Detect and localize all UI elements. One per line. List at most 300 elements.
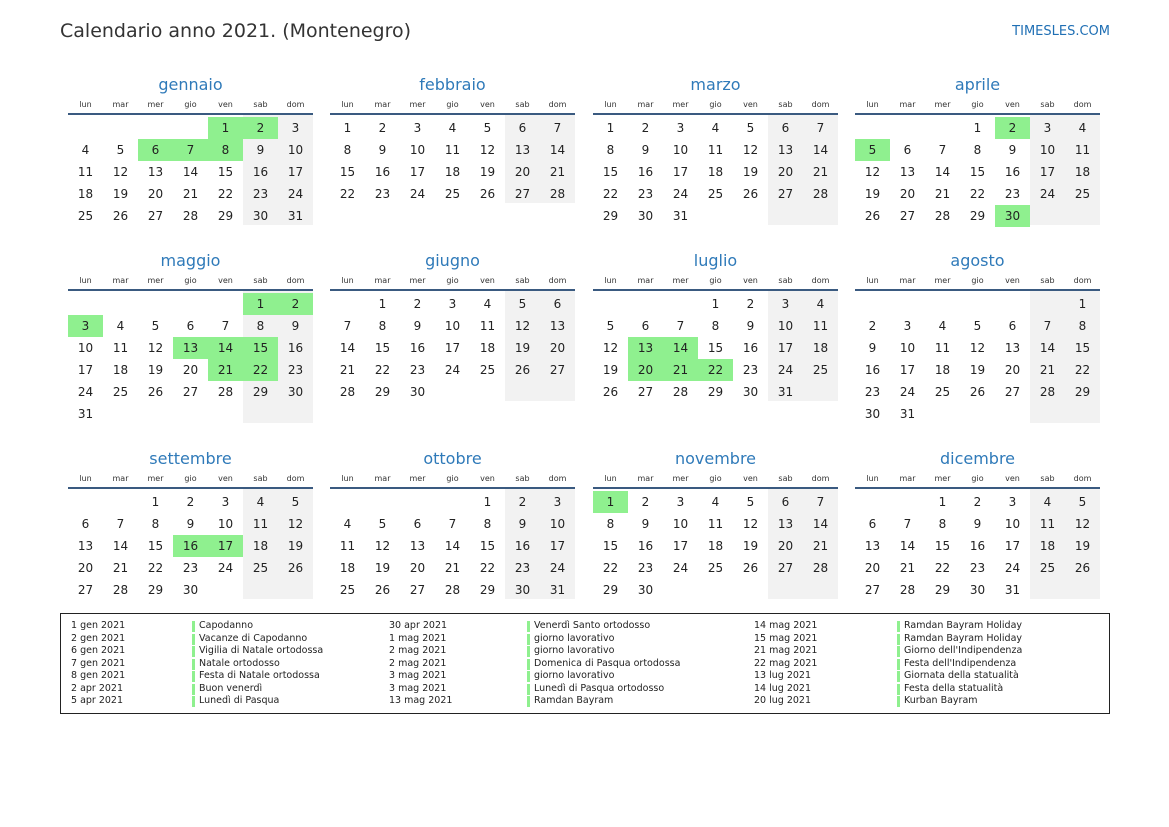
day-cell: 10 xyxy=(1004,517,1021,531)
holiday-name: giorno lavorativo xyxy=(534,645,615,656)
legend-entry xyxy=(389,645,719,658)
holiday-marker xyxy=(527,671,530,682)
day-cell: 23 xyxy=(514,561,531,575)
holiday-marker xyxy=(192,646,195,657)
weekday-label: gio xyxy=(709,474,722,483)
month-febbraio xyxy=(330,74,575,258)
weekday-label: dom xyxy=(286,474,305,483)
weekday-label: mar xyxy=(899,100,916,109)
weekday-label: mar xyxy=(637,100,654,109)
day-cell: 26 xyxy=(742,561,759,575)
day-cell: 14 xyxy=(1039,341,1056,355)
day-cell: 5 xyxy=(483,121,492,135)
day-cell: 28 xyxy=(899,583,916,597)
weekday-label: mer xyxy=(409,474,426,483)
weekday-label: ven xyxy=(218,100,233,109)
legend-entry xyxy=(389,683,719,696)
weekday-label: sab xyxy=(778,474,793,483)
day-cell: 14 xyxy=(812,517,829,531)
day-cell: 15 xyxy=(479,539,496,553)
day-cell: 11 xyxy=(812,319,829,333)
weekday-label: gio xyxy=(184,474,197,483)
holiday-day-cell: 13 xyxy=(173,337,208,359)
day-cell: 25 xyxy=(479,363,496,377)
holiday-name: Festa dell'Indipendenza xyxy=(904,657,1017,669)
day-cell: 18 xyxy=(252,539,269,553)
day-cell: 23 xyxy=(637,187,654,201)
month-giugno xyxy=(330,250,575,434)
weekday-label: gio xyxy=(971,474,984,483)
weekday-label: mer xyxy=(147,276,164,285)
month-dicembre xyxy=(855,448,1100,632)
day-cell: 8 xyxy=(711,319,720,333)
weekday-label: lun xyxy=(866,100,879,109)
weekday-label: mar xyxy=(112,276,129,285)
holiday-day-cell: 16 xyxy=(173,535,208,557)
holiday-date: 13 lug 2021 xyxy=(754,670,811,681)
weekday-label: lun xyxy=(604,276,617,285)
day-cell: 19 xyxy=(479,165,496,179)
day-cell: 26 xyxy=(147,385,164,399)
day-cell: 13 xyxy=(1004,341,1021,355)
day-cell: 25 xyxy=(1074,187,1091,201)
day-cell: 11 xyxy=(479,319,496,333)
weekday-label: dom xyxy=(1073,100,1092,109)
day-cell: 12 xyxy=(147,341,164,355)
day-cell: 24 xyxy=(1039,187,1056,201)
day-cell: 30 xyxy=(969,583,986,597)
day-cell: 29 xyxy=(707,385,724,399)
legend-entry xyxy=(754,620,1084,633)
day-cell: 27 xyxy=(777,561,794,575)
day-cell: 5 xyxy=(378,517,387,531)
day-cell: 20 xyxy=(1004,363,1021,377)
day-cell: 7 xyxy=(221,319,230,333)
day-cell: 16 xyxy=(374,165,391,179)
day-cell: 22 xyxy=(602,187,619,201)
holiday-name: Ramdan Bayram xyxy=(534,695,614,706)
day-cell: 7 xyxy=(116,517,125,531)
weekday-label: ven xyxy=(480,474,495,483)
day-cell: 21 xyxy=(899,561,916,575)
day-cell: 14 xyxy=(112,539,129,553)
month-name: giugno xyxy=(425,251,480,270)
day-cell: 23 xyxy=(637,561,654,575)
day-cell: 9 xyxy=(1008,143,1017,157)
day-cell: 10 xyxy=(672,517,689,531)
day-cell: 2 xyxy=(641,495,650,509)
day-cell: 24 xyxy=(672,561,689,575)
day-cell: 13 xyxy=(77,539,94,553)
day-cell: 26 xyxy=(742,187,759,201)
day-cell: 12 xyxy=(374,539,391,553)
weekday-label: mar xyxy=(112,100,129,109)
day-cell: 25 xyxy=(707,187,724,201)
holiday-marker xyxy=(897,659,900,670)
day-cell: 13 xyxy=(864,539,881,553)
day-cell: 14 xyxy=(339,341,356,355)
day-cell: 19 xyxy=(287,539,304,553)
day-cell: 15 xyxy=(1074,341,1091,355)
holiday-date: 2 gen 2021 xyxy=(71,632,126,644)
holiday-date: 5 apr 2021 xyxy=(71,695,124,706)
day-cell: 12 xyxy=(969,341,986,355)
weekday-label: dom xyxy=(548,276,567,285)
day-cell: 14 xyxy=(812,143,829,157)
day-cell: 22 xyxy=(934,561,951,575)
day-cell: 2 xyxy=(746,297,755,311)
day-cell: 18 xyxy=(812,341,829,355)
day-cell: 11 xyxy=(252,517,269,531)
day-cell: 12 xyxy=(1074,517,1091,531)
day-cell: 20 xyxy=(899,187,916,201)
day-cell: 6 xyxy=(186,319,195,333)
day-cell: 8 xyxy=(606,517,615,531)
day-cell: 12 xyxy=(514,319,531,333)
weekday-label: lun xyxy=(604,100,617,109)
weekday-label: lun xyxy=(341,474,354,483)
holiday-marker xyxy=(527,696,530,707)
day-cell: 20 xyxy=(514,165,531,179)
day-cell: 26 xyxy=(112,209,129,223)
day-cell: 29 xyxy=(602,583,619,597)
day-cell: 18 xyxy=(112,363,129,377)
day-cell: 11 xyxy=(934,341,951,355)
day-cell: 27 xyxy=(147,209,164,223)
weekday-label: mar xyxy=(374,474,391,483)
day-cell: 29 xyxy=(969,209,986,223)
day-cell: 14 xyxy=(182,165,199,179)
day-cell: 11 xyxy=(707,517,724,531)
day-cell: 14 xyxy=(934,165,951,179)
weekday-label: ven xyxy=(743,474,758,483)
month-marzo xyxy=(593,74,838,258)
day-cell: 26 xyxy=(514,363,531,377)
holiday-day-cell: 21 xyxy=(663,359,698,381)
day-cell: 28 xyxy=(549,187,566,201)
day-cell: 2 xyxy=(518,495,527,509)
holiday-date: 13 mag 2021 xyxy=(389,695,453,706)
month-maggio xyxy=(68,250,313,434)
weekday-label: gio xyxy=(971,100,984,109)
weekday-label: dom xyxy=(286,276,305,285)
day-cell: 27 xyxy=(864,583,881,597)
day-cell: 21 xyxy=(812,539,829,553)
day-cell: 25 xyxy=(934,385,951,399)
day-cell: 30 xyxy=(514,583,531,597)
weekday-label: mer xyxy=(147,474,164,483)
day-cell: 17 xyxy=(672,539,689,553)
day-cell: 19 xyxy=(864,187,881,201)
day-cell: 21 xyxy=(934,187,951,201)
day-cell: 25 xyxy=(339,583,356,597)
day-cell: 1 xyxy=(378,297,387,311)
day-cell: 17 xyxy=(777,341,794,355)
day-cell: 10 xyxy=(217,517,234,531)
day-cell: 13 xyxy=(514,143,531,157)
weekday-label: sab xyxy=(253,100,268,109)
holiday-date: 8 gen 2021 xyxy=(71,670,126,681)
month-name: luglio xyxy=(693,251,738,270)
holiday-date: 7 gen 2021 xyxy=(71,657,126,669)
day-cell: 11 xyxy=(1074,143,1091,157)
legend-entry xyxy=(71,670,401,683)
weekday-label: mar xyxy=(374,100,391,109)
day-cell: 27 xyxy=(514,187,531,201)
day-cell: 20 xyxy=(864,561,881,575)
weekday-label: mar xyxy=(899,474,916,483)
day-cell: 17 xyxy=(549,539,566,553)
weekday-label: mer xyxy=(934,474,951,483)
day-cell: 11 xyxy=(77,165,94,179)
day-cell: 25 xyxy=(252,561,269,575)
day-cell: 24 xyxy=(549,561,566,575)
month-name: marzo xyxy=(690,75,741,94)
holiday-name: giorno lavorativo xyxy=(534,670,615,681)
day-cell: 1 xyxy=(606,121,615,135)
holiday-day-cell: 7 xyxy=(173,139,208,161)
legend-entry xyxy=(389,695,719,708)
day-cell: 30 xyxy=(409,385,426,399)
day-cell: 22 xyxy=(147,561,164,575)
weekday-label: mar xyxy=(899,276,916,285)
day-cell: 1 xyxy=(711,297,720,311)
day-cell: 5 xyxy=(151,319,160,333)
day-cell: 5 xyxy=(606,319,615,333)
holiday-name: Festa di Natale ortodossa xyxy=(199,670,320,681)
day-cell: 10 xyxy=(899,341,916,355)
day-cell: 29 xyxy=(252,385,269,399)
month-name: aprile xyxy=(954,75,1001,94)
weekday-label: lun xyxy=(79,276,92,285)
holiday-marker xyxy=(527,634,530,645)
day-cell: 7 xyxy=(903,517,912,531)
day-cell: 1 xyxy=(151,495,160,509)
day-cell: 8 xyxy=(1078,319,1087,333)
day-cell: 13 xyxy=(777,517,794,531)
day-cell: 20 xyxy=(77,561,94,575)
weekday-label: ven xyxy=(218,474,233,483)
day-cell: 31 xyxy=(1004,583,1021,597)
weekday-label: mar xyxy=(374,276,391,285)
day-cell: 25 xyxy=(77,209,94,223)
holiday-day-cell: 22 xyxy=(243,359,278,381)
month-agosto xyxy=(855,250,1100,434)
day-cell: 23 xyxy=(252,187,269,201)
weekday-label: dom xyxy=(1073,276,1092,285)
day-cell: 11 xyxy=(707,143,724,157)
holiday-name: Domenica di Pasqua ortodossa xyxy=(534,657,681,669)
day-cell: 9 xyxy=(186,517,195,531)
day-cell: 9 xyxy=(973,517,982,531)
holiday-name: Vacanze di Capodanno xyxy=(199,632,308,644)
weekday-label: sab xyxy=(515,276,530,285)
day-cell: 7 xyxy=(816,121,825,135)
legend-entry xyxy=(389,670,719,683)
day-cell: 6 xyxy=(413,517,422,531)
day-cell: 15 xyxy=(602,165,619,179)
weekday-label: sab xyxy=(515,474,530,483)
day-cell: 10 xyxy=(444,319,461,333)
weekday-label: ven xyxy=(218,276,233,285)
day-cell: 21 xyxy=(182,187,199,201)
holiday-day-cell: 15 xyxy=(243,337,278,359)
weekday-label: sab xyxy=(1040,100,1055,109)
weekday-label: gio xyxy=(446,474,459,483)
weekday-label: lun xyxy=(79,100,92,109)
day-cell: 10 xyxy=(672,143,689,157)
day-cell: 12 xyxy=(287,517,304,531)
holiday-marker xyxy=(192,659,195,670)
day-cell: 16 xyxy=(742,341,759,355)
day-cell: 6 xyxy=(1008,319,1017,333)
holiday-marker xyxy=(897,671,900,682)
holiday-name: Buon venerdì xyxy=(199,682,263,694)
weekday-label: mer xyxy=(934,100,951,109)
day-cell: 16 xyxy=(409,341,426,355)
legend-entry xyxy=(754,633,1084,646)
holiday-day-cell: 13 xyxy=(628,337,663,359)
day-cell: 3 xyxy=(1043,121,1052,135)
day-cell: 19 xyxy=(742,165,759,179)
day-cell: 6 xyxy=(781,495,790,509)
day-cell: 18 xyxy=(707,539,724,553)
day-cell: 17 xyxy=(672,165,689,179)
day-cell: 22 xyxy=(602,561,619,575)
month-name: gennaio xyxy=(158,75,223,94)
day-cell: 5 xyxy=(1078,495,1087,509)
weekday-label: gio xyxy=(184,276,197,285)
weekday-label: mer xyxy=(409,100,426,109)
day-cell: 27 xyxy=(409,583,426,597)
holiday-day-cell: 2 xyxy=(278,293,313,315)
holiday-name: Capodanno xyxy=(199,620,254,631)
day-cell: 20 xyxy=(549,341,566,355)
holiday-name: Giornata della statualità xyxy=(904,670,1019,681)
holiday-date: 1 gen 2021 xyxy=(71,620,126,631)
holiday-marker xyxy=(192,621,195,632)
day-cell: 24 xyxy=(409,187,426,201)
weekday-label: dom xyxy=(811,100,830,109)
holiday-date: 14 lug 2021 xyxy=(754,682,811,694)
holiday-name: Natale ortodosso xyxy=(199,657,280,669)
holiday-legend xyxy=(60,613,1110,714)
day-cell: 3 xyxy=(221,495,230,509)
day-cell: 22 xyxy=(1074,363,1091,377)
holiday-marker xyxy=(527,646,530,657)
day-cell: 3 xyxy=(291,121,300,135)
day-cell: 24 xyxy=(217,561,234,575)
day-cell: 3 xyxy=(553,495,562,509)
legend-entry xyxy=(71,620,401,633)
holiday-day-cell: 30 xyxy=(995,205,1030,227)
weekday-label: mar xyxy=(112,474,129,483)
site-brand-link[interactable]: TIMESLES.COM xyxy=(1012,24,1110,39)
day-cell: 24 xyxy=(899,385,916,399)
day-cell: 19 xyxy=(112,187,129,201)
day-cell: 3 xyxy=(676,121,685,135)
day-cell: 11 xyxy=(444,143,461,157)
weekday-label: dom xyxy=(548,100,567,109)
month-name: febbraio xyxy=(419,75,486,94)
day-cell: 11 xyxy=(1039,517,1056,531)
day-cell: 15 xyxy=(969,165,986,179)
day-cell: 29 xyxy=(217,209,234,223)
weekday-label: mer xyxy=(409,276,426,285)
day-cell: 31 xyxy=(777,385,794,399)
day-cell: 7 xyxy=(1043,319,1052,333)
weekday-label: sab xyxy=(778,276,793,285)
day-cell: 10 xyxy=(77,341,94,355)
day-cell: 6 xyxy=(553,297,562,311)
holiday-name: Kurban Bayram xyxy=(904,695,978,706)
day-cell: 5 xyxy=(116,143,125,157)
day-cell: 28 xyxy=(934,209,951,223)
holiday-name: Venerdì Santo ortodosso xyxy=(534,620,651,631)
holiday-date: 2 mag 2021 xyxy=(389,657,447,669)
day-cell: 10 xyxy=(549,517,566,531)
day-cell: 13 xyxy=(549,319,566,333)
day-cell: 3 xyxy=(1008,495,1017,509)
holiday-date: 2 mag 2021 xyxy=(389,645,447,656)
legend-column xyxy=(389,620,719,708)
day-cell: 22 xyxy=(479,561,496,575)
legend-entry xyxy=(754,683,1084,696)
day-cell: 3 xyxy=(903,319,912,333)
day-cell: 4 xyxy=(816,297,825,311)
weekday-label: dom xyxy=(286,100,305,109)
holiday-day-cell: 20 xyxy=(628,359,663,381)
day-cell: 6 xyxy=(81,517,90,531)
day-cell: 10 xyxy=(777,319,794,333)
day-cell: 17 xyxy=(287,165,304,179)
month-luglio xyxy=(593,250,838,434)
legend-entry xyxy=(389,620,719,633)
month-gennaio xyxy=(68,74,313,258)
day-cell: 31 xyxy=(899,407,916,421)
day-cell: 22 xyxy=(339,187,356,201)
weekday-label: lun xyxy=(79,474,92,483)
holiday-name: Lunedì di Pasqua xyxy=(199,695,280,706)
day-cell: 7 xyxy=(448,517,457,531)
day-cell: 2 xyxy=(378,121,387,135)
holiday-day-cell: 1 xyxy=(243,293,278,315)
day-cell: 13 xyxy=(147,165,164,179)
day-cell: 20 xyxy=(409,561,426,575)
holiday-day-cell: 14 xyxy=(663,337,698,359)
weekday-label: mer xyxy=(672,100,689,109)
day-cell: 15 xyxy=(374,341,391,355)
holiday-day-cell: 8 xyxy=(208,139,243,161)
weekday-label: dom xyxy=(1073,474,1092,483)
holiday-date: 21 mag 2021 xyxy=(754,645,818,656)
weekday-label: gio xyxy=(709,276,722,285)
holiday-day-cell: 22 xyxy=(698,359,733,381)
day-cell: 13 xyxy=(777,143,794,157)
day-cell: 12 xyxy=(479,143,496,157)
legend-entry xyxy=(389,633,719,646)
day-cell: 4 xyxy=(81,143,90,157)
day-cell: 8 xyxy=(606,143,615,157)
day-cell: 18 xyxy=(934,363,951,377)
day-cell: 31 xyxy=(287,209,304,223)
day-cell: 12 xyxy=(742,517,759,531)
day-cell: 9 xyxy=(378,143,387,157)
day-cell: 24 xyxy=(1004,561,1021,575)
month-ottobre xyxy=(330,448,575,632)
holiday-name: giorno lavorativo xyxy=(534,632,615,644)
day-cell: 27 xyxy=(637,385,654,399)
